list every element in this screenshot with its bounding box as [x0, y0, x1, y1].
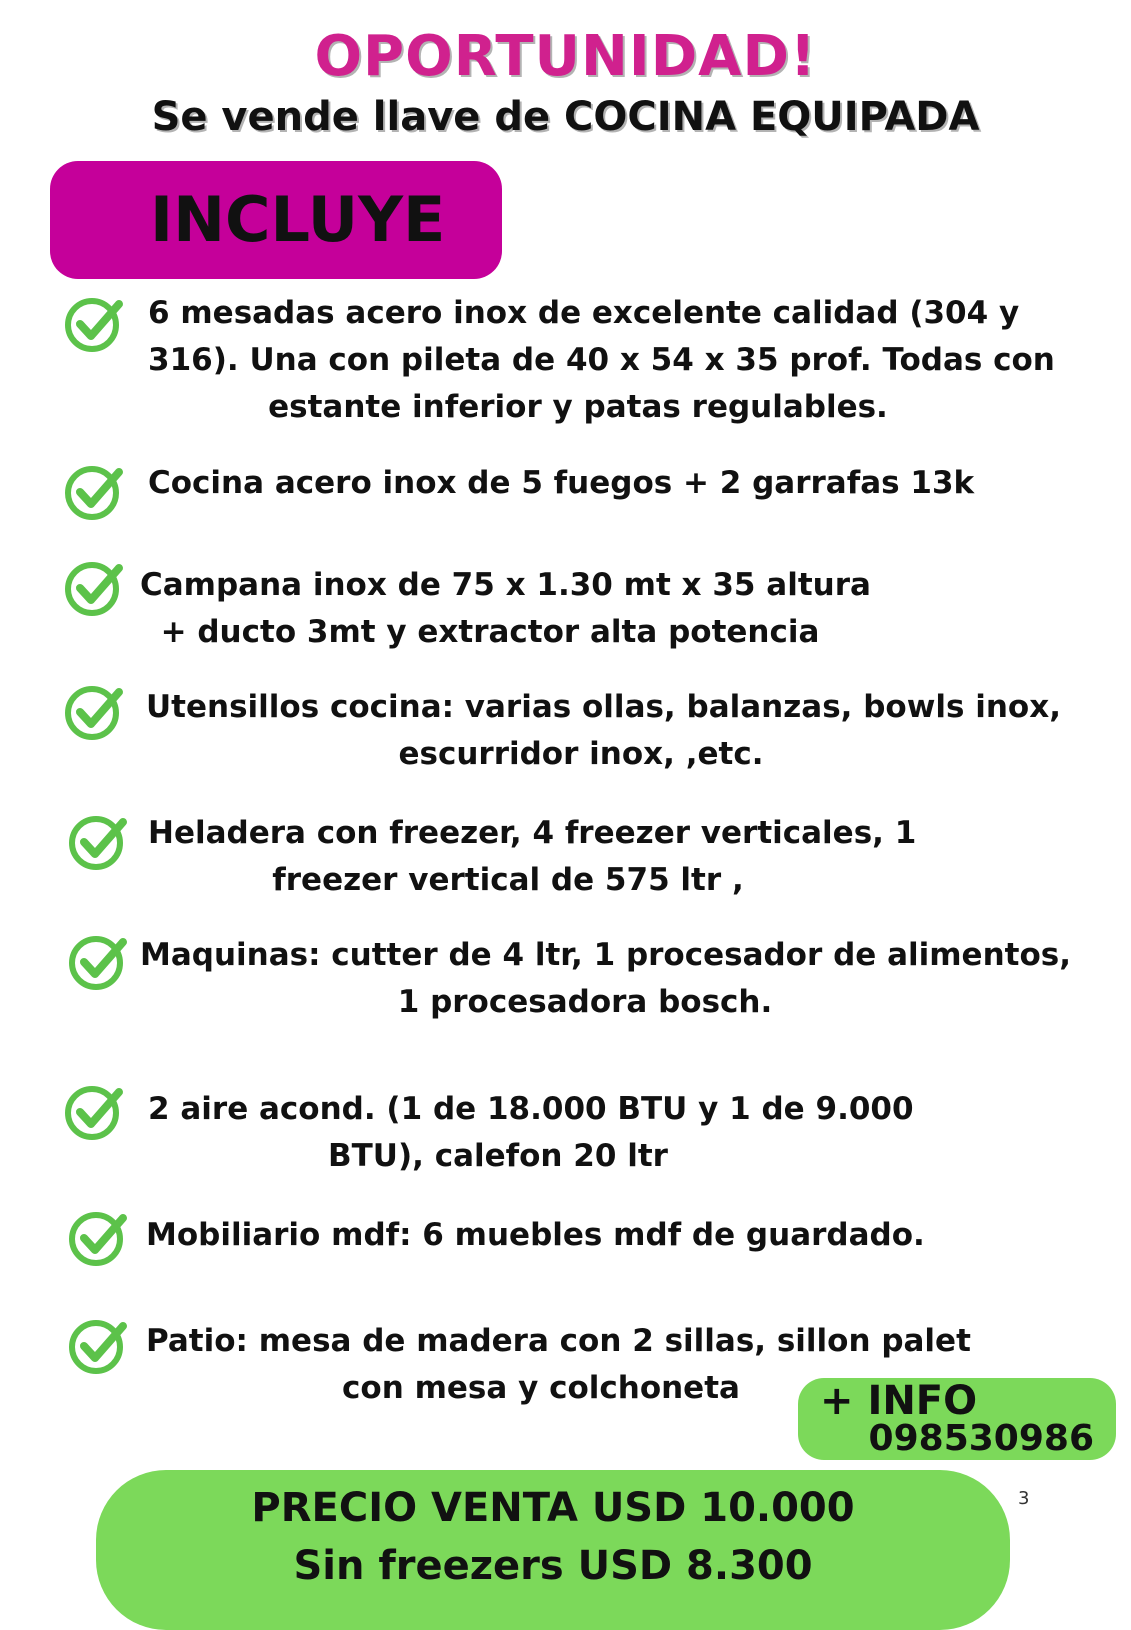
price-line-2: Sin freezers USD 8.300: [293, 1543, 813, 1589]
info-label: + INFO: [820, 1378, 978, 1424]
price-box: [96, 1470, 1010, 1630]
check-icon: [64, 292, 126, 354]
check-icon: [68, 810, 130, 872]
check-icon: [68, 1206, 130, 1268]
info-contact-box: [798, 1378, 1116, 1460]
item-line: Patio: mesa de madera con 2 sillas, sillon palet: [146, 1323, 971, 1359]
item-line: escurridor inox, ,etc.: [398, 736, 764, 772]
page-subtitle: Se vende llave de COCINA EQUIPADA: [151, 94, 980, 140]
check-icon: [68, 930, 130, 992]
check-icon: [64, 1080, 126, 1142]
check-icon: [64, 556, 126, 618]
item-line: BTU), calefon 20 ltr: [328, 1138, 668, 1174]
page-title: OPORTUNIDAD!: [314, 24, 817, 89]
item-line: 1 procesadora bosch.: [397, 984, 773, 1020]
item-line: Utensillos cocina: varias ollas, balanzas, bowls inox,: [146, 689, 1061, 725]
info-phone: 098530986: [868, 1418, 1094, 1459]
check-icon: [68, 1314, 130, 1376]
item-line: + ducto 3mt y extractor alta potencia: [160, 614, 820, 650]
item-line: Maquinas: cutter de 4 ltr, 1 procesador de alimentos,: [140, 937, 1071, 973]
item-line: con mesa y colchoneta: [342, 1370, 740, 1406]
check-icon: [64, 460, 126, 522]
item-line: estante inferior y patas regulables.: [268, 389, 888, 425]
item-line: Mobiliario mdf: 6 muebles mdf de guardado.: [146, 1217, 925, 1253]
item-line: 6 mesadas acero inox de excelente calidad (304 y: [148, 295, 1020, 331]
item-line: Heladera con freezer, 4 freezer verticales, 1: [148, 815, 917, 851]
item-line: Cocina acero inox de 5 fuegos + 2 garrafas 13k: [148, 465, 975, 501]
page-number: 3: [1018, 1488, 1030, 1509]
price-line-1: PRECIO VENTA USD 10.000: [251, 1485, 855, 1531]
item-line: freezer vertical de 575 ltr ,: [272, 862, 744, 898]
item-line: 316). Una con pileta de 40 x 54 x 35 prof. Todas con: [148, 342, 1055, 378]
check-icon: [64, 680, 126, 742]
item-line: 2 aire acond. (1 de 18.000 BTU y 1 de 9.000: [148, 1091, 914, 1127]
item-line: Campana inox de 75 x 1.30 mt x 35 altura: [140, 567, 871, 603]
section-label-incluye: INCLUYE: [50, 161, 502, 279]
